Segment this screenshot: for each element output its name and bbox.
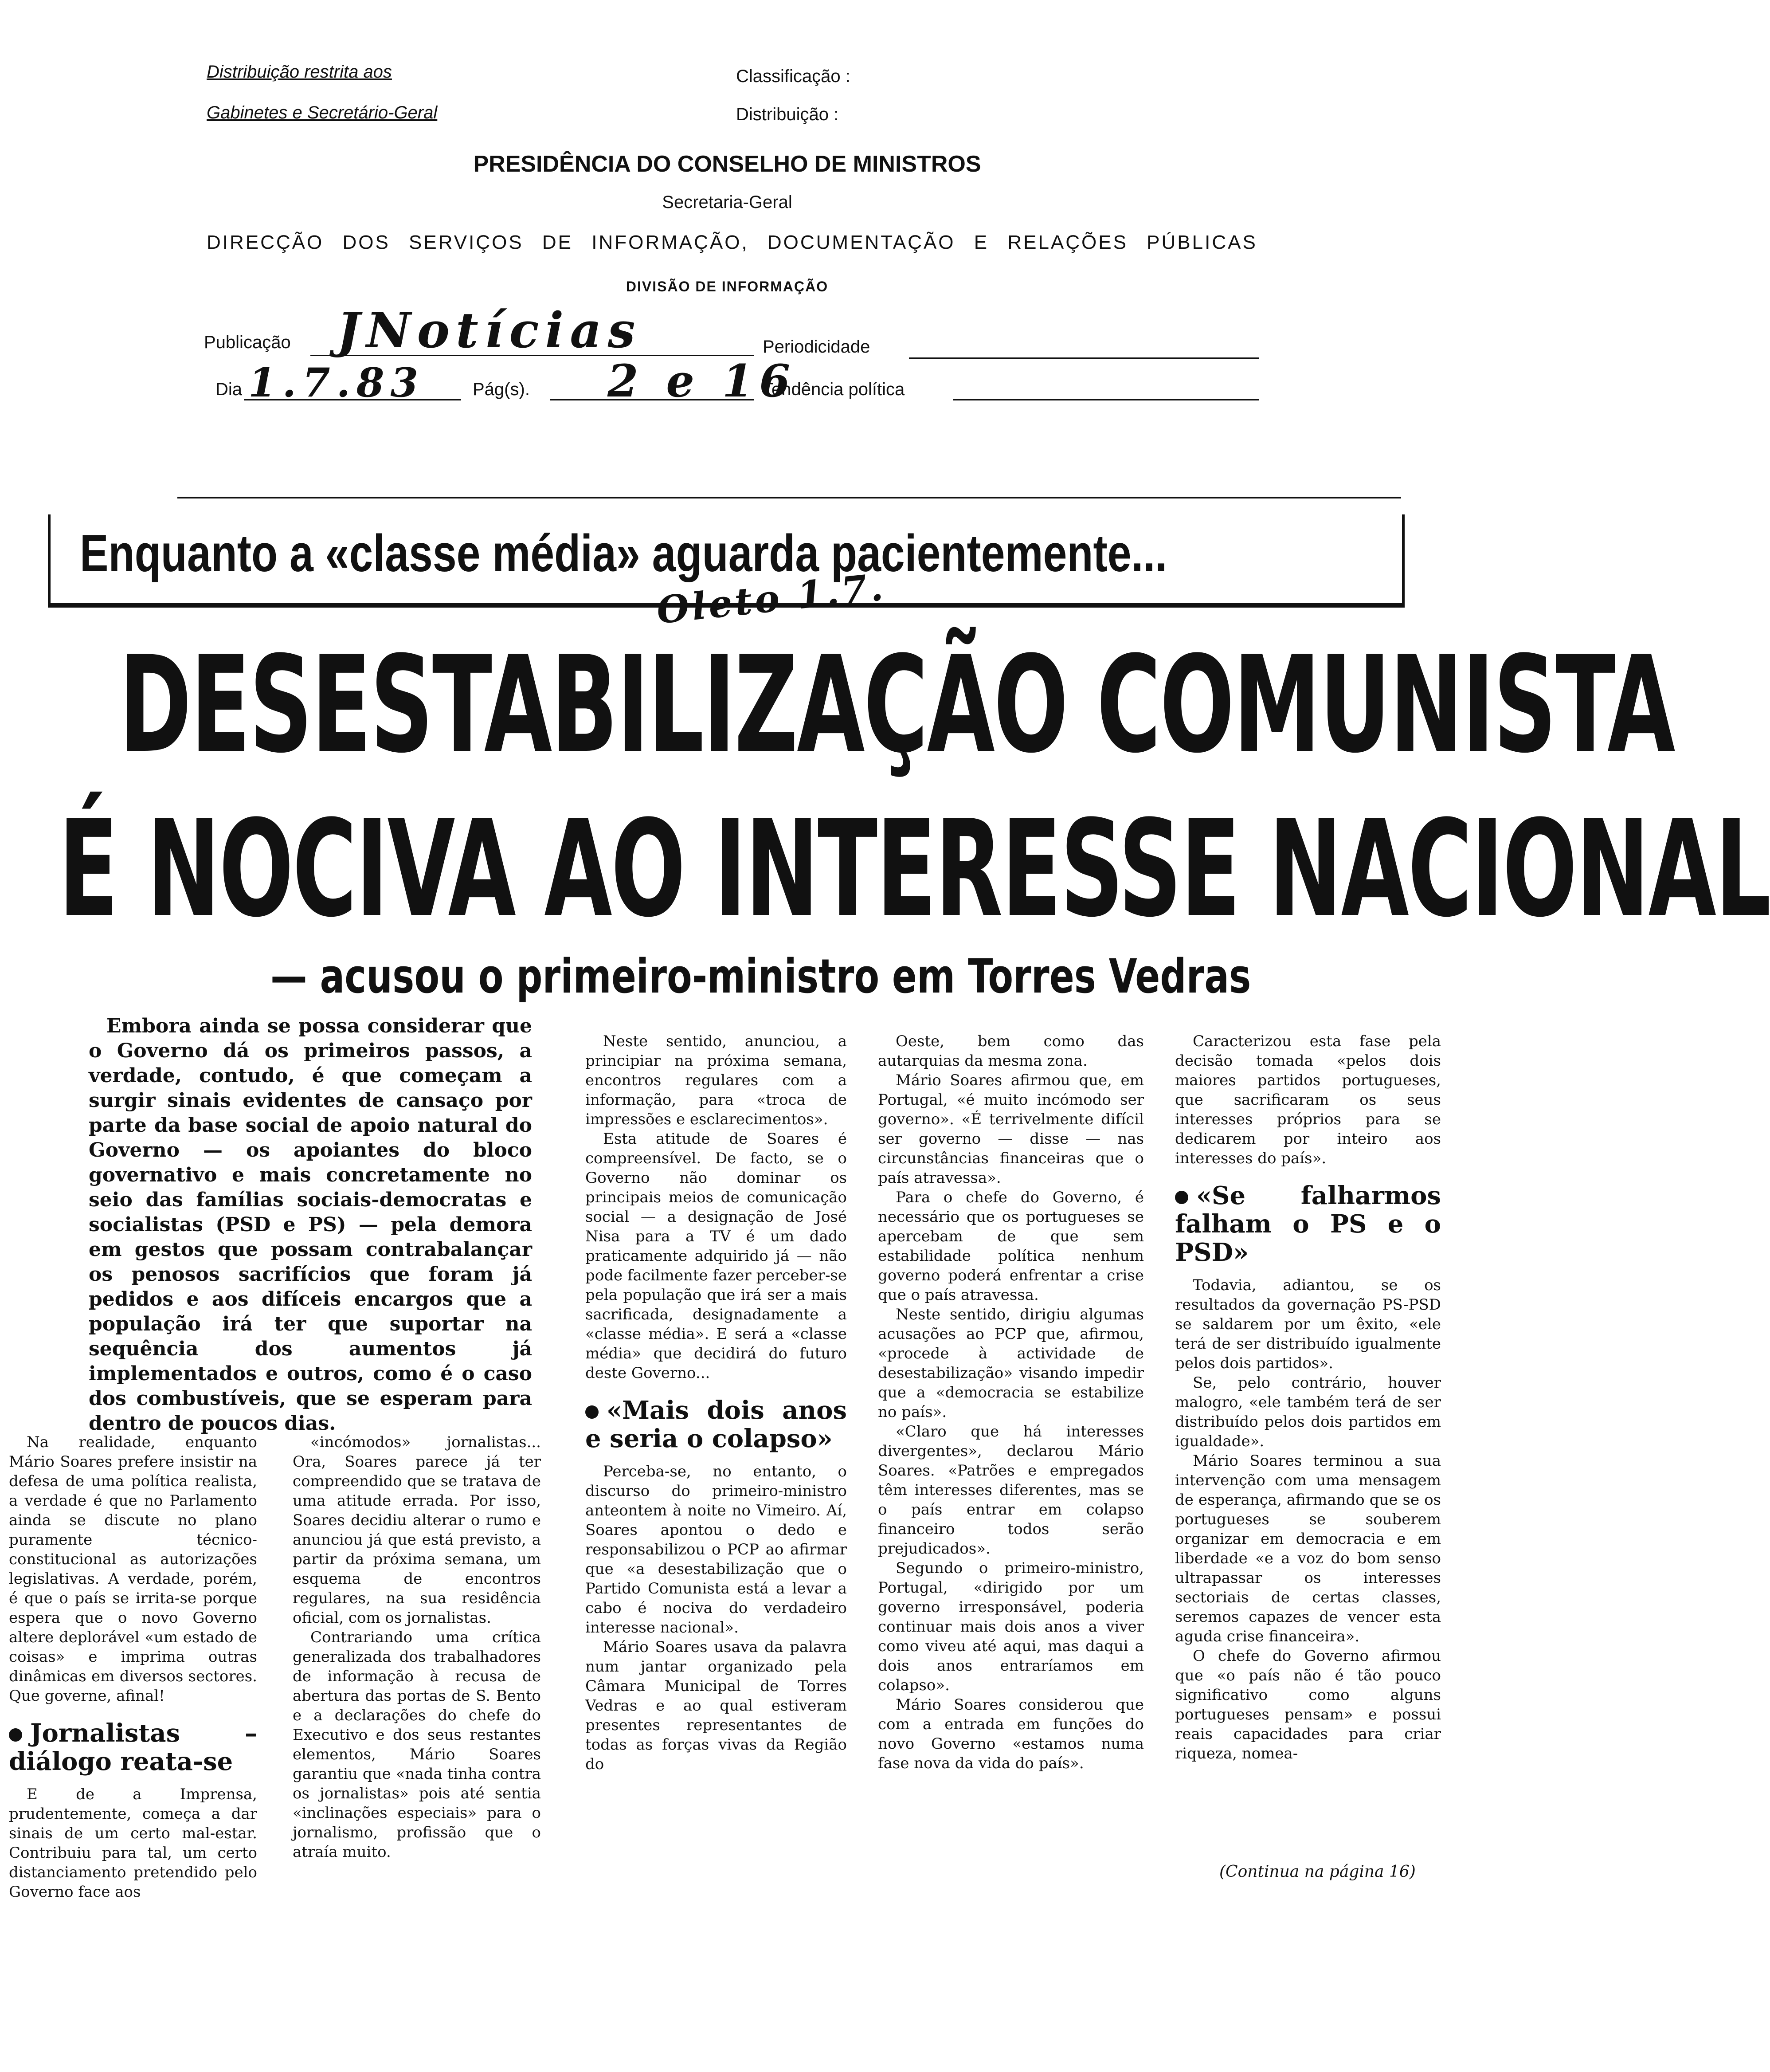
- publicacao-handwritten: JNotícias: [337, 302, 642, 359]
- col3-paragraph-3: Perceba-se, no entanto, o discurso do primeiro-ministro anteontem à noite no Vimeiro. Aí, Soares apontou o dedo e responsabilizou o PCP ao afirmar que «a desestabilização que o Partido Comunista está a levar a cabo é nociva do verdadeiro interesse nacional».: [585, 1463, 847, 1636]
- column-4: [878, 1032, 1144, 1773]
- col1-subhead: Jornalistas – diálogo reata-se: [9, 1719, 257, 1776]
- divisao-informacao: DIVISÃO DE INFORMAÇÃO: [626, 279, 829, 294]
- bullet-icon: [9, 1728, 22, 1742]
- col5-paragraph-4: Mário Soares terminou a sua intervenção com uma mensagem de esperança, afirmando que se os portugueses se souberem organizar em democracia e em liberdade «e a voz do bom senso ultrapassar os interesses sectoriais de certas classes, seremos capazes de vencer esta aguda crise financeira».: [1175, 1452, 1441, 1645]
- tendencia-line: [953, 399, 1259, 400]
- dia-handwritten: 1.7.83: [248, 359, 425, 406]
- column-5: [1175, 1032, 1441, 1763]
- dia-label: Dia: [215, 380, 243, 399]
- col4-paragraph-7: Mário Soares considerou que com a entrada em funções do novo Governo «estamos numa fase nova da vida do país».: [878, 1696, 1144, 1772]
- paginas-label: Pág(s).: [473, 380, 530, 399]
- col3-subhead: «Mais dois anos e seria o colapso»: [585, 1396, 847, 1453]
- col4-paragraph-4: Neste sentido, dirigiu algumas acusações ao PCP que, afirmou, «procede à actividade de desestabilização» visando impedir que a «democracia se estabilize no país».: [878, 1306, 1144, 1421]
- periodicidade-label: Periodicidade: [763, 337, 870, 357]
- handwritten-annotation: Oleto 1.7.: [654, 565, 888, 632]
- organization-title: PRESIDÊNCIA DO CONSELHO DE MINISTROS: [473, 151, 981, 177]
- bullet-icon: [1175, 1191, 1188, 1204]
- col3-paragraph-4: Mário Soares usava da palavra num jantar organizado pela Câmara Municipal de Torres Vedras e ao qual estiveram presentes representantes de todas as forças vivas da Região do: [585, 1638, 847, 1773]
- col3-paragraph-2: Esta atitude de Soares é compreensível. De facto, se o Governo não dominar os principais meios de comunicação social — a designação de José Nisa para a TV é um dado praticamente adquirido já — não pode facilmente fazer perceber-se pela população que irá ser a mais sacrificada, designadamente a «classe média». E será a «classe média» que decidirá do futuro deste Governo...: [585, 1130, 847, 1382]
- periodicidade-line: [909, 357, 1259, 359]
- classificacao-label: Classificação :: [736, 67, 850, 86]
- col5-subhead: «Se falharmos falham o PS e o PSD»: [1175, 1181, 1441, 1267]
- col5-paragraph-1: Caracterizou esta fase pela decisão tomada «pelos dois maiores partidos portugueses, que sacrificaram os seus interesses próprios para se dedicarem por inteiro aos interesses do país».: [1175, 1032, 1441, 1167]
- col1-paragraph-2: E de a Imprensa, prudentemente, começa a dar sinais de um certo mal-estar. Contribuiu para tal, um certo distanciamento pretendido pelo Governo face aos: [9, 1786, 257, 1901]
- col3-paragraph-1: Neste sentido, anunciou, a principiar na próxima semana, encontros regulares com a informação, para «troca de impressões e esclarecimentos».: [585, 1032, 847, 1128]
- col4-paragraph-3: Para o chefe do Governo, é necessário que os portugueses se apercebam de que sem estabilidade política nenhum governo poderá enfrentar a crise que o país atravessa.: [878, 1189, 1144, 1304]
- tendencia-label: Tendência política: [763, 380, 905, 399]
- distribuicao-label: Distribuição :: [736, 105, 839, 124]
- banner-top-rule: [177, 497, 1401, 498]
- subheadline: — acusou o primeiro-ministro em Torres Vedras: [270, 949, 1251, 1004]
- banner-headline: Enquanto a «classe média» aguarda pacientemente...: [80, 524, 1167, 583]
- publicacao-label: Publicação: [204, 333, 291, 352]
- paginas-handwritten: 2 e 16: [607, 355, 796, 407]
- direccao-servicos: DIRECÇÃO DOS SERVIÇOS DE INFORMAÇÃO, DOCUMENTAÇÃO E RELAÇÕES PÚBLICAS: [207, 232, 1257, 253]
- headline-line1: DESESTABILIZAÇÃO COMUNISTA: [119, 628, 1674, 782]
- headline-line2: É NOCIVA AO INTERESSE NACIONAL: [59, 792, 1770, 946]
- col4-paragraph-6: Segundo o primeiro-ministro, Portugal, «dirigido por um governo irresponsável, poderia continuar mais dois anos a viver como viveu até aqui, mas daqui a dois anos entraríamos em colapso».: [878, 1559, 1144, 1694]
- continued-on-page: (Continua na página 16): [1219, 1863, 1416, 1881]
- distribution-restriction-line2: Gabinetes e Secretário-Geral: [207, 103, 438, 122]
- col5-paragraph-3: Se, pelo contrário, houver malogro, «ele também terá de ser distribuído pelos dois partidos em igualdade».: [1175, 1374, 1441, 1450]
- col4-paragraph-5: «Claro que há interesses divergentes», declarou Mário Soares. «Patrões e empregados têm interesses diferentes, mas se o país entrar em colapso financeiro todos serão prejudicados».: [878, 1423, 1144, 1558]
- column-2: [293, 1432, 541, 1862]
- col2-paragraph-1: «incómodos» jornalistas... Ora, Soares parece já ter compreendido que se tratava de uma atitude errada. Por isso, Soares decidiu alterar o rumo e anunciou já que está previsto, a partir da próxima semana, um esquema de encontros regulares, na sua residência oficial, com os jornalistas.: [293, 1433, 541, 1627]
- col5-paragraph-5: O chefe do Governo afirmou que «o país não é tão pouco significativo como alguns portugueses pensam» e possui reais capacidades para criar riqueza, nomea-: [1175, 1647, 1441, 1762]
- col4-paragraph-1: Oeste, bem como das autarquias da mesma zona.: [878, 1032, 1144, 1070]
- column-1: [9, 1432, 257, 1902]
- col4-paragraph-2: Mário Soares afirmou que, em Portugal, «é muito incómodo ser governo». «É terrivelmente difícil ser governo — disse — nas circunstâncias financeiras que o país atravessa».: [878, 1071, 1144, 1187]
- lead-paragraph: Embora ainda se possa considerar que o Governo dá os primeiros passos, a verdade, contudo, é que começam a surgir sinais evidentes de cansaço por parte da base social de apoio natural do Governo — os apoiantes do bloco governativo e mais concretamente no seio das famílias sociais-democratas e socialistas (PSD e PS) — pela demora em gestos que possam contrabalançar os penosos sacrifícios que foram já pedidos e aos difíceis encargos que a população irá ter que suportar na sequência dos aumentos já implementados e outros, como é o caso dos combustíveis, que se esperam para dentro de poucos dias.: [89, 1015, 532, 1435]
- column-3: [585, 1032, 847, 1774]
- distribution-restriction-line1: Distribuição restrita aos: [207, 62, 392, 82]
- col2-paragraph-2: Contrariando uma crítica generalizada dos trabalhadores de informação à recusa de abertura das portas de S. Bento e a declarações do chefe do Executivo e dos seus restantes elementos, Mário Soares garantiu que «nada tinha contra os jornalistas» pois até sentia «inclinações especiais» para o jornalismo, profissão que o atraía muito.: [293, 1629, 541, 1861]
- bullet-icon: [585, 1405, 599, 1419]
- col5-paragraph-2: Todavia, adiantou, se os resultados da governação PS-PSD se saldarem por um êxito, «ele terá de ser distribuído igualmente pelos dois partidos».: [1175, 1276, 1441, 1372]
- col1-paragraph-1: Na realidade, enquanto Mário Soares prefere insistir na defesa de uma política realista, a verdade é que no Parlamento ainda se discute no plano puramente técnico-constitucional as autorizações legislativas. A verdade, porém, é que o país se irrita-se porque espera que o novo Governo altere deplorável «um estado de coisas» e imprima outras dinâmicas em diversos sectores. Que governe, afinal!: [9, 1433, 257, 1705]
- secretaria-geral: Secretaria-Geral: [662, 192, 792, 212]
